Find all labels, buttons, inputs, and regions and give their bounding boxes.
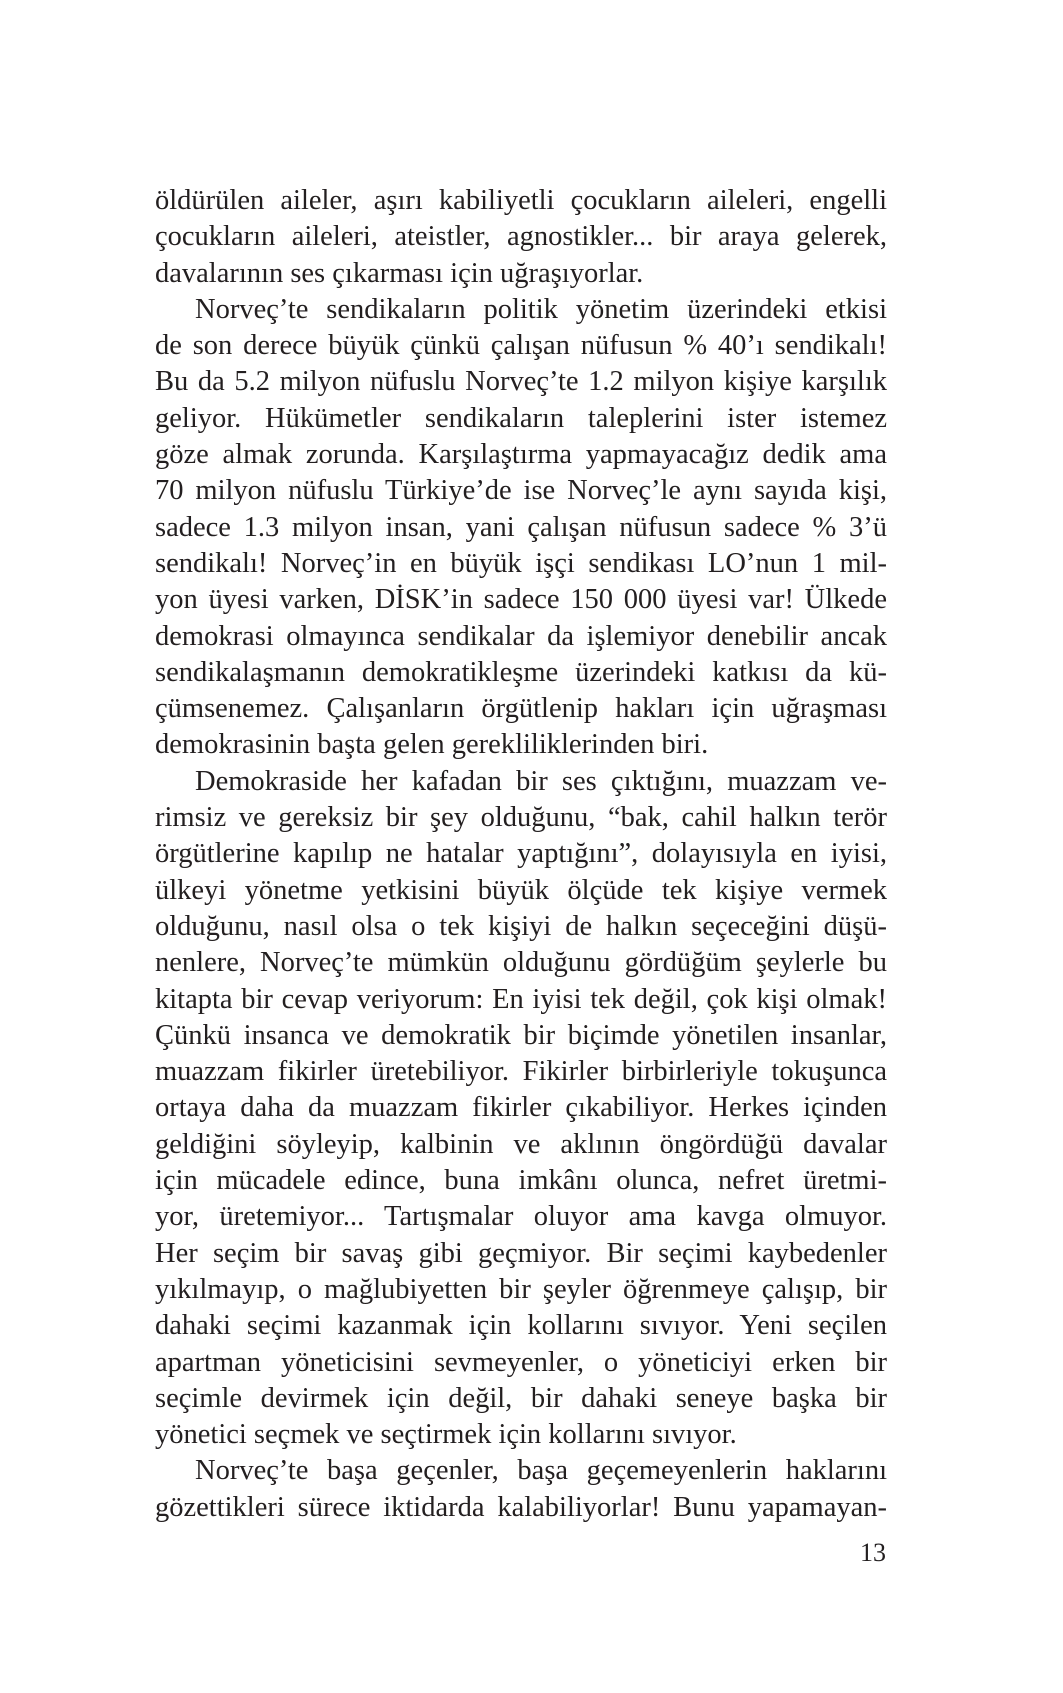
text-line: geliyor. Hükümetler sendikaların taleplerini ister istemez — [155, 402, 887, 434]
text-line: gözettikleri sürece iktidarda kalabiliyorlar! Bunu yapamayan- — [155, 1491, 887, 1523]
text-line: ortaya daha da muazzam fikirler çıkabiliyor. Herkes içinden — [155, 1092, 887, 1124]
text-line: muazzam fikirler üretebiliyor. Fikirler birbirleriyle tokuşunca — [155, 1056, 887, 1088]
text-line: ülkeyi yönetme yetkisini büyük ölçüde tek kişiye vermek — [155, 874, 887, 906]
paragraph-2 — [155, 292, 887, 764]
text-line: için mücadele edince, buna imkânı olunca, nefret üretmi- — [155, 1165, 887, 1197]
text-line: sadece 1.3 milyon insan, yani çalışan nüfusun sadece % 3’ü — [155, 511, 887, 543]
text-line: apartman yöneticisini sevmeyenler, o yöneticiyi erken bir — [155, 1346, 887, 1378]
page-number: 13 — [860, 1538, 886, 1567]
text-line: yıkılmayıp, o mağlubiyetten bir şeyler öğrenmeye çalışıp, bir — [155, 1273, 887, 1305]
text-line: sendikalı! Norveç’in en büyük işçi sendikası LO’nun 1 mil- — [155, 547, 887, 579]
text-line: Norveç’te başa geçenler, başa geçemeyenlerin haklarını — [195, 1455, 887, 1487]
text-line: göze almak zorunda. Karşılaştırma yapmayacağız dedik ama — [155, 439, 887, 471]
text-line: Çünkü insanca ve demokratik bir biçimde yönetilen insanlar, — [155, 1019, 887, 1051]
paragraph-4 — [155, 1453, 887, 1526]
text-line: nenlere, Norveç’te mümkün olduğunu gördüğüm şeylerle bu — [155, 947, 887, 979]
paragraph-1 — [155, 183, 887, 292]
paragraph-3 — [155, 764, 887, 1454]
text-line: öldürülen aileler, aşırı kabiliyetli çocukların aileleri, engelli — [155, 185, 887, 216]
text-line: çümsenemez. Çalışanların örgütlenip hakları için uğraşması — [155, 693, 887, 725]
text-line: yor, üretemiyor... Tartışmalar oluyor ama kavga olmuyor. — [155, 1201, 887, 1233]
text-line: Norveç’te sendikaların politik yönetim üzerindeki etkisi — [195, 293, 887, 325]
text-line: yönetici seçmek ve seçtirmek için kollarını sıvıyor. — [155, 1419, 737, 1451]
text-line: kitapta bir cevap veriyorum: En iyisi tek değil, çok kişi olmak! — [155, 983, 887, 1015]
text-line: Bu da 5.2 milyon nüfuslu Norveç’te 1.2 milyon kişiye karşılık — [155, 366, 887, 398]
text-line: de son derece büyük çünkü çalışan nüfusun % 40’ı sendikalı! — [155, 330, 887, 362]
text-line: örgütlerine kapılıp ne hatalar yaptığını”, dolayısıyla en iyisi, — [155, 838, 887, 870]
text-line: sendikalaşmanın demokratikleşme üzerindeki katkısı da kü- — [155, 656, 887, 688]
text-line: yon üyesi varken, DİSK’in sadece 150 000 üyesi var! Ülkede — [155, 584, 887, 616]
body-text — [155, 183, 887, 1526]
text-line: çocukların aileleri, ateistler, agnostikler... bir araya gelerek, — [155, 221, 887, 253]
text-line: olduğunu, nasıl olsa o tek kişiyi de halkın seçeceğini düşü- — [155, 910, 887, 942]
text-line: davalarının ses çıkarması için uğraşıyorlar. — [155, 257, 644, 289]
text-line: Her seçim bir savaş gibi geçmiyor. Bir seçimi kaybedenler — [155, 1237, 887, 1269]
text-line: demokrasi olmayınca sendikalar da işlemiyor denebilir ancak — [155, 620, 887, 652]
text-line: dahaki seçimi kazanmak için kollarını sıvıyor. Yeni seçilen — [155, 1310, 887, 1342]
text-line: demokrasinin başta gelen gerekliliklerinden biri. — [155, 729, 709, 761]
text-line: geldiğini söyleyip, kalbinin ve aklının öngördüğü davalar — [155, 1128, 887, 1160]
text-line: rimsiz ve gereksiz bir şey olduğunu, “bak, cahil halkın terör — [155, 802, 887, 834]
text-line: seçimle devirmek için değil, bir dahaki seneye başka bir — [155, 1382, 887, 1414]
text-line: Demokraside her kafadan bir ses çıktığını, muazzam ve- — [195, 765, 887, 797]
text-line: 70 milyon nüfuslu Türkiye’de ise Norveç’le aynı sayıda kişi, — [155, 475, 887, 507]
